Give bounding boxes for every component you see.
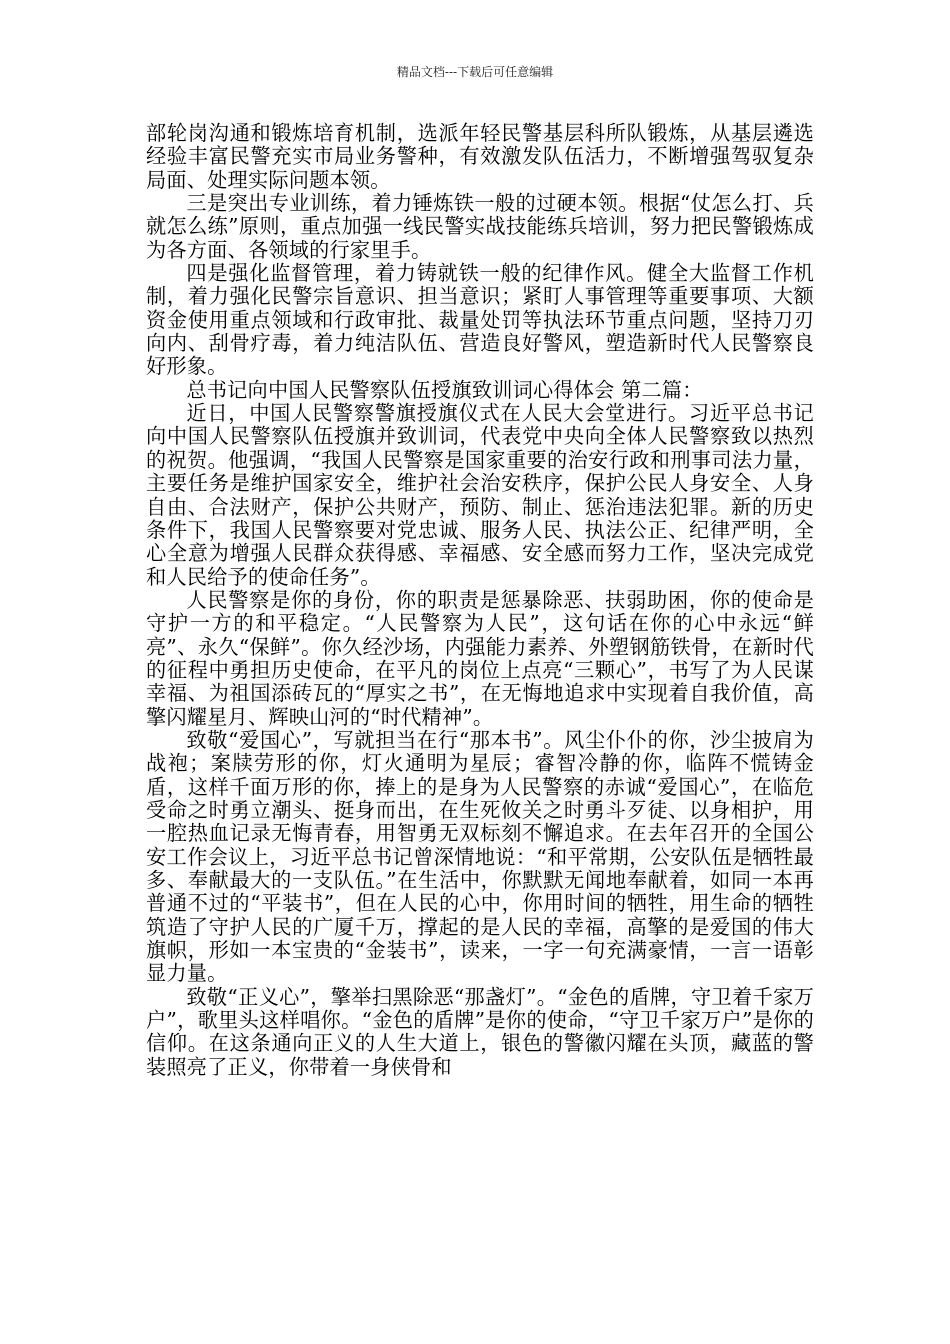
page-header: 精品文档---下载后可任意编辑 — [396, 65, 554, 79]
document-body — [146, 122, 814, 1079]
section-heading: 总书记向中国人民警察队伍授旗致训词心得体会 第二篇： — [186, 377, 703, 402]
paragraph: 三是突出专业训练，着力锤炼铁一般的过硬本领。根据“仗怎么打、兵就怎么练”原则，重点加强一线民警实战技能练兵培训，努力把民警锻炼成为各方面、各领域的行家里手。 — [146, 191, 814, 262]
paragraph: 部轮岗沟通和锻炼培育机制，选派年轻民警基层科所队锻炼，从基层遴选经验丰富民警充实市局业务警种，有效激发队伍活力，不断增强驾驭复杂局面、处理实际问题本领。 — [146, 121, 814, 192]
paragraph: 四是强化监督管理，着力铸就铁一般的纪律作风。健全大监督工作机制，着力强化民警宗旨意识、担当意识；紧盯人事管理等重要事项、大额资金使用重点领域和行政审批、裁量处罚等执法环节重点问题，坚持刀刃向内、刮骨疗毒，着力纯洁队伍、营造良好警风，塑造新时代人民警察良好形象。 — [146, 261, 814, 379]
paragraph: 人民警察是你的身份，你的职责是惩暴除恶、扶弱助困，你的使命是守护一方的和平稳定。“人民警察为人民”，这句话在你的心中永远“鲜亮”、永久“保鲜”。你久经沙场，内强能力素养、外塑钢筋铁骨，在新时代的征程中勇担历史使命，在平凡的岗位上点亮“三颗心”，书写了为人民谋幸福、为祖国添砖瓦的“厚实之书”，在无悔地追求中实现着自我价值，高擎闪耀星月、辉映山河的“时代精神”。 — [146, 587, 814, 729]
paragraph: 近日，中国人民警察警旗授旗仪式在人民大会堂进行。习近平总书记向中国人民警察队伍授旗并致训词，代表党中央向全体人民警察致以热烈的祝贺。他强调，“我国人民警察是国家重要的治安行政和刑事司法力量，主要任务是维护国家安全，维护社会治安秩序，保护公民人身安全、人身自由、合法财产，保护公共财产，预防、制止、惩治违法犯罪。新的历史条件下，我国人民警察要对党忠诚、服务人民、执法公正、纪律严明，全心全意为增强人民群众获得感、幸福感、安全感而努力工作，坚决完成党和人民给予的使命任务”。 — [146, 401, 814, 589]
paragraph: 致敬“爱国心”，写就担当在行“那本书”。风尘仆仆的你，沙尘披肩为战袍；案牍劳形的你，灯火通明为星辰；睿智冷静的你，临阵不慌铸金盾，这样千面万形的你，捧上的是身为人民警察的赤诚“爱国心”，在临危受命之时勇立潮头、挺身而出，在生死攸关之时勇斗歹徒、以身相护，用一腔热血记录无悔青春，用智勇无双标刻不懈追求。在去年召开的全国公安工作会议上，习近平总书记曾深情地说：“和平常期，公安队伍是牺牲最多、奉献最大的一支队伍。”在生活中，你默默无闻地奉献着，如同一本再普通不过的“平装书”，但在人民的心中，你用时间的牺牲，用生命的牺牲筑造了守护人民的广厦千万，撑起的是人民的幸福，高擎的是爱国的伟大旗帜，形如一本宝贵的“金装书”，读来，一字一句充满豪情，一言一语彰显力量。 — [146, 727, 814, 986]
paragraph: 致敬“正义心”，擎举扫黑除恶“那盏灯”。“金色的盾牌，守卫着千家万户”，歌里头这样唱你。“金色的盾牌”是你的使命，“守卫千家万户”是你的信仰。在这条通向正义的人生大道上，银色的警徽闪耀在头顶，藏蓝的警装照亮了正义，你带着一身侠骨和 — [146, 984, 814, 1079]
